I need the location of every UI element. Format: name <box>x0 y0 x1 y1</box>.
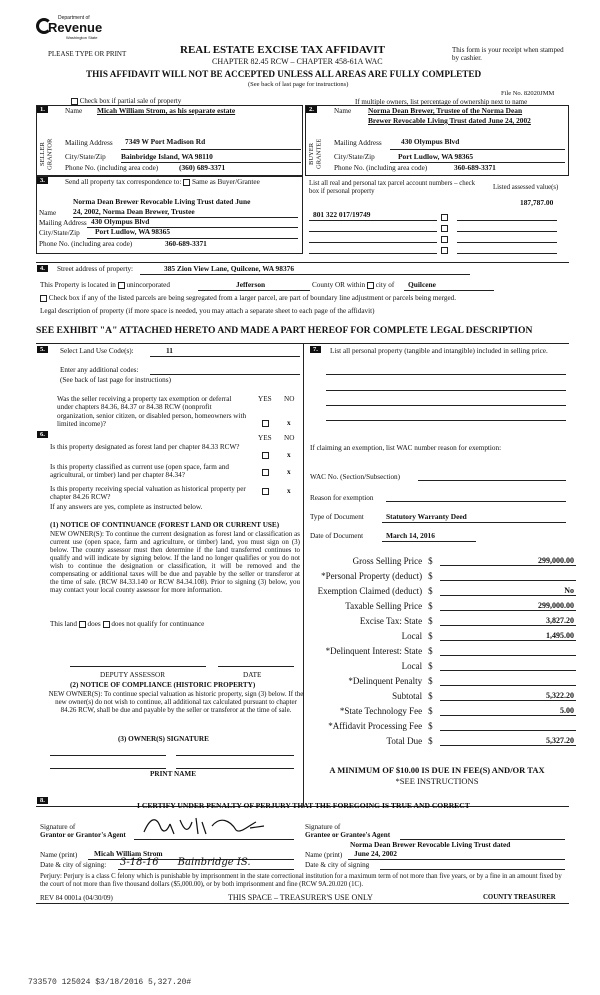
additional-codes-label: Enter any additional codes: <box>60 366 139 374</box>
continuance-row <box>50 620 204 628</box>
s6-no-label: NO <box>284 434 295 442</box>
unincorporated-checkbox[interactable] <box>118 282 125 289</box>
fee-dollar-sign: $ <box>428 570 433 581</box>
section5-number: 5. <box>37 346 48 353</box>
legal-description-label: Legal description of property (if more space is needed, you may attach a separate sheet to each page of the affidavit) <box>40 307 375 315</box>
assessed-value: 187,787.00 <box>520 198 554 207</box>
fees-table <box>306 551 576 746</box>
grantor-agent-label: Grantor or Grantor's Agent <box>40 831 126 839</box>
seller-phone: (360) 689-3371 <box>179 163 226 172</box>
city-name: Quilcene <box>408 280 436 289</box>
fee-value: 5,322.20 <box>440 691 576 701</box>
dor-logo <box>36 14 106 50</box>
signature-scribble <box>140 812 280 838</box>
s5-yes-label: YES <box>258 395 272 403</box>
print-name-rule-2 <box>176 768 294 769</box>
tax-correspondence-section <box>36 176 303 254</box>
send-label: Send all property tax correspondence to: <box>65 178 182 186</box>
parcel-line <box>309 242 437 243</box>
fee-label: *Affidavit Processing Fee <box>328 720 423 731</box>
land-use-label: Select Land Use Code(s): <box>60 347 134 355</box>
fee-dollar-sign: $ <box>428 615 433 626</box>
print-name-label: PRINT NAME <box>150 770 196 778</box>
form-revision: REV 84 0001a (04/30/09) <box>40 894 113 902</box>
fee-row <box>306 671 576 686</box>
land-use-code: 11 <box>166 346 173 355</box>
notice-compliance-body: NEW OWNER(S): To continue special valuation as historic property, sign (3) below. If the new owner(s) do not wish to continue, all additional tax calculated pursuant to chapter 84.26 RCW, shall be due and payable by the seller or transferor at the time of sale. <box>48 690 304 715</box>
deputy-assessor-label: DEPUTY ASSESSOR <box>100 671 166 679</box>
see-back-note: (See back of last page for instructions) <box>248 81 349 88</box>
street-address: 385 Zion View Lane, Quilcene, WA 98376 <box>164 264 295 273</box>
fee-row <box>306 626 576 641</box>
city-checkbox[interactable] <box>367 282 374 289</box>
assessed-header: Listed assessed value(s) <box>493 184 559 191</box>
if-yes-note: If any answers are yes, complete as instructed below. <box>50 503 203 511</box>
fee-label: Local <box>401 660 423 671</box>
send-correspondence-label <box>65 178 260 186</box>
exemption-question: Was the seller receiving a property tax exemption or deferral under chapters 84.36, 84.37 or 84.38 RCW (nonprofit organization, senior citizen, or disabled person, homeowners with limited income)? <box>57 395 247 428</box>
fee-row <box>306 566 576 581</box>
fee-label: Local <box>401 630 423 641</box>
treasurer-space: THIS SPACE – TREASURER'S USE ONLY <box>228 893 373 902</box>
grantor-date-rule <box>118 869 294 870</box>
partial-sale-row <box>71 97 181 105</box>
q2-yes-checkbox[interactable] <box>262 469 269 476</box>
personal-property-rule-1 <box>326 374 566 375</box>
seller-rule-2 <box>121 162 301 163</box>
buyer-rule-1 <box>390 149 565 150</box>
partial-sale-checkbox[interactable] <box>71 98 78 105</box>
see-instructions: *SEE INSTRUCTIONS <box>395 776 479 786</box>
correspondence-name-2: 24, 2002, Norma Dean Brewer, Trustee <box>73 207 195 216</box>
dor-dept-line2: Revenue <box>48 20 103 35</box>
buyer-phone-label: Phone No. (including area code) <box>334 164 428 172</box>
parcel-row <box>309 231 565 242</box>
seller-city-label: City/State/Zip <box>65 153 106 161</box>
fee-dollar-sign: $ <box>428 645 433 656</box>
county-label: County OR within <box>312 281 366 289</box>
parcel-row <box>309 220 565 231</box>
owners-signature-label: (3) OWNER(S) SIGNATURE <box>118 735 209 743</box>
fee-row <box>306 731 576 746</box>
does-not-qualify-checkbox[interactable] <box>103 621 110 628</box>
right-column-border <box>304 343 569 344</box>
parcel-line <box>309 220 437 221</box>
grantee-name-rule <box>348 859 565 860</box>
location-row <box>40 281 170 289</box>
parcel-row <box>309 242 565 253</box>
q2-no-mark[interactable]: x <box>287 468 291 476</box>
forest-land-question: Is this property designated as forest land per chapter 84.33 RCW? <box>50 443 240 451</box>
fee-label: *Personal Property (deduct) <box>321 570 423 581</box>
fee-value: 299,000.00 <box>440 556 576 566</box>
fee-dollar-sign: $ <box>428 735 433 746</box>
seller-name: Micah William Strom, as his separate estate <box>97 106 236 115</box>
assessed-line <box>457 253 557 254</box>
fee-row <box>306 686 576 701</box>
parcel-number: 801 322 017/19749 <box>313 210 371 219</box>
seller-mailing: 7349 W Port Madison Rd <box>125 137 206 146</box>
personal-property-rule-2 <box>326 390 566 391</box>
city-of-label: city of <box>375 281 395 289</box>
s6-yes-label: YES <box>258 434 272 442</box>
dor-dept-line1: Department of <box>58 15 90 21</box>
section3-number: 3. <box>37 177 48 184</box>
seller-rule-1 <box>121 149 301 150</box>
seller-section-number: 1. <box>37 106 48 113</box>
does-not-label: does not qualify for continuance <box>111 620 205 628</box>
q1-yes-checkbox[interactable] <box>262 452 269 459</box>
deputy-date-label: DATE <box>243 671 262 679</box>
county-treasurer-label: COUNTY TREASURER <box>483 894 556 901</box>
notice-continuance-body: NEW OWNER(S): To continue the current designation as forest land or classification as current use (open space, farm and agriculture, or timber) land, you must sign on (3) below. The county assessor must then determine if the land transferred continues to qualify and will indicate by signing below. If the land no longer qualifies or you do not wish to continue the designation or classification, it will be removed and the compensating or additional taxes will be due and payable by the seller or transferor at the time of sale. (RCW 84.33.140 or RCW 84.34.108). Prior to signing (3) below, you may contact your local county assessor for more information. <box>50 530 300 595</box>
buyer-name-1: Norma Dean Brewer, Trustee of the Norma Dean <box>368 106 523 115</box>
correspondence-rule-2 <box>87 227 298 228</box>
wac-rule <box>418 480 566 481</box>
fee-label: Taxable Selling Price <box>345 600 423 611</box>
located-label: This Property is located in <box>40 281 116 289</box>
receipt-note: This form is your receipt when stamped by cashier. <box>452 46 564 63</box>
fee-dollar-sign: $ <box>428 705 433 716</box>
assessed-line <box>457 220 557 221</box>
personal-property-rule-3 <box>326 405 566 406</box>
seller-phone-label: Phone No. (including area code) <box>65 164 159 172</box>
parcel-line <box>309 231 437 232</box>
city-rule <box>404 290 494 291</box>
correspondence-phone-label: Phone No. (including area code) <box>39 240 133 248</box>
grantee-name-label: Name (print) <box>305 851 343 859</box>
parcel-rows <box>309 220 565 264</box>
correspondence-mailing: 430 Olympus Blvd <box>91 217 150 226</box>
fee-dollar-sign: $ <box>428 660 433 671</box>
assessed-line <box>457 231 557 232</box>
section7-number: 7. <box>310 346 321 353</box>
dor-dept-line3: Washington State <box>66 35 98 40</box>
grantor-sig-rule <box>134 839 294 840</box>
additional-codes-rule <box>150 374 300 375</box>
s5-yes-checkbox[interactable] <box>262 420 269 427</box>
fee-value <box>440 730 576 731</box>
buyer-section-number: 2. <box>306 106 317 113</box>
personal-property-checkbox[interactable] <box>441 214 448 221</box>
seller-mailing-label: Mailing Address <box>65 139 113 147</box>
personal-property-label: List all personal property (tangible and intangible) included in selling price. <box>330 347 548 355</box>
perjury-notice: Perjury: Perjury is a class C felony which is punishable by imprisonment in the state correctional institution for a maximum term of not more than five years, or by a fine in an amount fixed by the court of not more than five thousand dollars ($5,000.00), or by both imprisonment and fine (RCW 9A.20.020 (1C). <box>40 873 562 888</box>
fee-value: 1,495.00 <box>440 631 576 641</box>
doc-date: March 14, 2016 <box>386 531 435 540</box>
doc-date-rule <box>382 541 476 542</box>
cashier-stamp: 733570 125024 $3/18/2016 5,327.20# <box>28 978 192 987</box>
correspondence-mailing-label: Mailing Address <box>39 219 87 227</box>
wac-label: WAC No. (Section/Subsection) <box>310 473 401 481</box>
fee-label: *State Technology Fee <box>339 705 423 716</box>
fee-value <box>440 685 576 686</box>
grantee-sig-label: Signature of <box>305 823 341 831</box>
fee-row <box>306 656 576 671</box>
owners-sig-rule-2 <box>176 755 294 756</box>
parcel-line <box>309 253 437 254</box>
fee-row <box>306 716 576 731</box>
fee-row <box>306 611 576 626</box>
fee-label: Subtotal <box>392 690 423 701</box>
form-title: REAL ESTATE EXCISE TAX AFFIDAVIT <box>180 44 385 56</box>
buyer-name-label: Name <box>334 107 352 115</box>
doc-type-label: Type of Document <box>310 513 364 521</box>
q3-yes-checkbox[interactable] <box>262 488 269 495</box>
buyer-mailing-label: Mailing Address <box>334 139 382 147</box>
section6-number: 6. <box>37 431 48 438</box>
buyer-phone: 360-689-3371 <box>454 163 496 172</box>
notice-continuance-title: (1) NOTICE OF CONTINUANCE (FOREST LAND OR CURRENT USE) <box>50 521 280 529</box>
fee-label: Total Due <box>386 735 423 746</box>
doc-date-label: Date of Document <box>310 532 364 540</box>
warning-banner: THIS AFFIDAVIT WILL NOT BE ACCEPTED UNLESS ALL AREAS ARE FULLY COMPLETED <box>86 69 482 79</box>
parcel-header: List all real and personal tax parcel account numbers – check box if personal property <box>309 180 476 195</box>
certify-statement: I CERTIFY UNDER PENALTY OF PERJURY THAT THE FOREGOING IS TRUE AND CORRECT <box>137 801 470 810</box>
fee-value <box>440 580 576 581</box>
street-rule <box>140 274 470 275</box>
fee-label: Excise Tax: State <box>359 615 423 626</box>
correspondence-rule-1 <box>73 217 298 218</box>
fee-dollar-sign: $ <box>428 675 433 686</box>
county-rule <box>198 290 310 291</box>
please-type: PLEASE TYPE OR PRINT <box>48 50 127 58</box>
grantor-date-label: Date & city of signing: <box>40 861 107 869</box>
grantee-name-2: June 24, 2002 <box>354 849 397 858</box>
fee-label: *Delinquent Interest: State <box>325 645 423 656</box>
fee-value: No <box>440 586 576 596</box>
does-label: does <box>87 620 101 628</box>
fee-value: 5.00 <box>440 706 576 716</box>
buyer-section <box>305 105 569 176</box>
personal-property-rule-4 <box>326 420 566 421</box>
unincorporated-label: unincorporated <box>126 281 170 289</box>
section8-number: 8. <box>37 797 48 804</box>
s5-no-label: NO <box>284 395 295 403</box>
assessed-line <box>457 242 557 243</box>
minimum-fee-notice: A MINIMUM OF $10.00 IS DUE IN FEE(S) AND/OR TAX <box>329 765 545 775</box>
historical-question: Is this property receiving special valuation as historical property per chapter 84.26 RCW? <box>50 485 246 502</box>
buyer-city: Port Ludlow, WA 98365 <box>398 152 474 161</box>
owners-sig-rule-1 <box>50 755 166 756</box>
personal-property-checkbox[interactable] <box>441 225 448 232</box>
fee-value: 5,327.20 <box>440 736 576 746</box>
correspondence-rule-3 <box>87 238 298 239</box>
partial-sale-label: Check box if partial sale of property <box>79 97 182 105</box>
doc-type-rule <box>382 522 566 523</box>
print-name-rule-1 <box>50 768 166 769</box>
multiple-owners-note: If multiple owners, list percentage of ownership next to name <box>355 98 528 106</box>
fee-row <box>306 551 576 566</box>
this-land-label: This land <box>50 620 77 628</box>
exhibit-a-notice: SEE EXHIBIT "A" ATTACHED HERETO AND MADE A PART HEREOF FOR COMPLETE LEGAL DESCRIPTION <box>36 325 533 336</box>
s5-no-mark[interactable]: x <box>287 419 291 427</box>
fee-dollar-sign: $ <box>428 690 433 701</box>
seller-side-label: SELLER GRANTOR <box>39 138 54 170</box>
section4-number: 4. <box>37 265 48 272</box>
reason-label: Reason for exemption <box>310 494 374 502</box>
grantee-date-label: Date & city of signing <box>305 861 370 869</box>
correspondence-name-1: Norma Dean Brewer Revocable Living Trust dated June <box>73 197 251 206</box>
grantor-name: Micah William Strom <box>94 849 163 858</box>
deputy-sig-rule <box>70 666 206 667</box>
correspondence-city: Port Ludlow, WA 98365 <box>95 227 171 236</box>
reason-rule <box>386 501 566 502</box>
does-qualify-checkbox[interactable] <box>79 621 86 628</box>
current-use-question: Is this property classified as current use (open space, farm and agricultural, or timber) land per chapter 84.34? <box>50 463 230 480</box>
segregated-checkbox[interactable] <box>40 295 47 302</box>
correspondence-city-label: City/State/Zip <box>39 229 80 237</box>
street-label: Street address of property: <box>57 265 134 273</box>
q3-no-mark[interactable]: x <box>287 487 291 495</box>
fee-dollar-sign: $ <box>428 585 433 596</box>
grantor-name-label: Name (print) <box>40 851 78 859</box>
fee-row <box>306 641 576 656</box>
grantee-name-1: Norma Dean Brewer Revocable Living Trust dated <box>350 840 511 849</box>
fee-dollar-sign: $ <box>428 600 433 611</box>
seller-city: Bainbridge Island, WA 98110 <box>121 152 213 161</box>
fee-dollar-sign: $ <box>428 630 433 641</box>
exemption-claim-label: If claiming an exemption, list WAC number reason for exemption: <box>310 444 502 452</box>
fee-value <box>440 655 576 656</box>
county-name: Jefferson <box>236 280 266 289</box>
fee-value: 3,827.20 <box>440 616 576 626</box>
segregated-label: Check box if any of the listed parcels are being segregated from a larger parcel, are part of boundary line adjustment or parcels being merged. <box>48 294 457 302</box>
correspondence-phone: 360-689-3371 <box>165 239 207 248</box>
segregated-row <box>40 294 456 302</box>
q1-no-mark[interactable]: x <box>287 451 291 459</box>
county-label-row <box>312 281 394 289</box>
grantee-agent-label: Grantee or Grantee's Agent <box>305 831 391 839</box>
buyer-mailing: 430 Olympus Blvd <box>401 137 460 146</box>
same-as-buyer-label: Same as Buyer/Grantee <box>191 178 260 186</box>
buyer-rule-2 <box>390 162 565 163</box>
fee-dollar-sign: $ <box>428 555 433 566</box>
buyer-side-label: BUYER GRANTEE <box>308 138 323 170</box>
grantee-date-rule <box>380 869 565 870</box>
section3-divider <box>36 262 569 263</box>
fee-value: 299,000.00 <box>440 601 576 611</box>
land-use-rule <box>150 356 300 357</box>
correspondence-name-label: Name <box>39 209 57 217</box>
deputy-date-rule <box>218 666 294 667</box>
fee-dollar-sign: $ <box>428 720 433 731</box>
fee-label: *Delinquent Penalty <box>348 675 423 686</box>
buyer-city-label: City/State/Zip <box>334 153 375 161</box>
fee-label: Exemption Claimed (deduct) <box>317 585 423 596</box>
doc-type: Statutory Warranty Deed <box>386 512 467 521</box>
personal-property-checkbox[interactable] <box>441 236 448 243</box>
form-chapter: CHAPTER 82.45 RCW – CHAPTER 458-61A WAC <box>212 57 383 66</box>
grantor-sig-label: Signature of <box>40 823 76 831</box>
notice-compliance-title: (2) NOTICE OF COMPLIANCE (HISTORIC PROPERTY) <box>70 681 256 689</box>
fee-label: Gross Selling Price <box>352 555 423 566</box>
fee-row <box>306 596 576 611</box>
grantor-date-city: 3-18-16 Bainbridge IS. <box>120 857 251 868</box>
fee-value <box>440 670 576 671</box>
same-as-buyer-checkbox[interactable] <box>183 179 190 186</box>
see-back-instr: (See back of last page for instructions) <box>60 376 171 384</box>
personal-property-checkbox[interactable] <box>441 247 448 254</box>
buyer-name-2: Brewer Revocable Living Trust dated June 24, 2002 <box>368 116 531 125</box>
grantor-signature <box>140 812 280 838</box>
footer-rule <box>36 903 569 904</box>
seller-section <box>36 105 303 176</box>
fee-row <box>306 701 576 716</box>
fee-row <box>306 581 576 596</box>
seller-name-label: Name <box>65 107 83 115</box>
file-number: File No. 82020JMM <box>501 90 555 97</box>
